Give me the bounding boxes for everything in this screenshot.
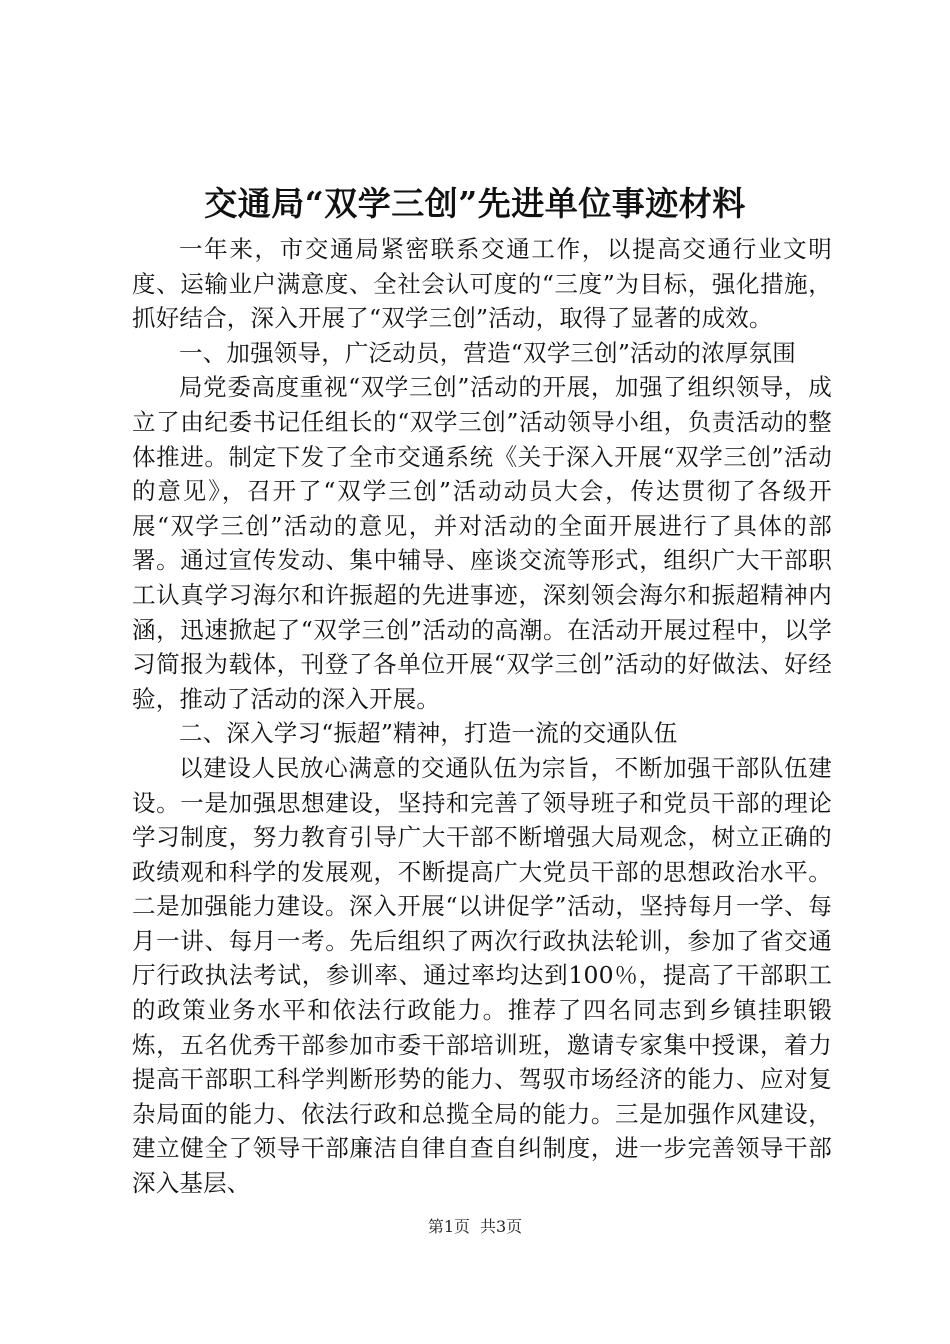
document-body: [132, 232, 832, 1201]
section-heading-1: 一、加强领导，广泛动员，营造“双学三创”活动的浓厚氛围: [179, 338, 796, 367]
page-footer: [0, 1216, 950, 1238]
section-1-paragraph: 局党委高度重视“双学三创”活动的开展，加强了组织领导，成立了由纪委书记任组长的“双学三创”活动领导小组，负责活动的整体推进。制定下发了全市交通系统《关于深入开展“双学三创”活动的意见》，召开了“双学三创”活动动员大会，传达贯彻了各级开展“双学三创”活动的意见，并对活动的全面开展进行了具体的部署。通过宣传发动、集中辅导、座谈交流等形式，组织广大干部职工认真学习海尔和许振超的先进事迹，深刻领会海尔和振超精神内涵，迅速掀起了“双学三创”活动的高潮。在活动开展过程中，以学习简报为载体，刊登了各单位开展“双学三创”活动的好做法、好经验，推动了活动的深入开展。: [132, 373, 832, 713]
section-heading-2: 二、深入学习“振超”精神，打造一流的交通队伍: [179, 719, 678, 748]
total-pages: 共3页: [480, 1217, 523, 1236]
page-number: 第1页: [427, 1217, 470, 1236]
document-title: 交通局“双学三创”先进单位事迹材料: [204, 184, 746, 223]
section-2-paragraph: 以建设人民放心满意的交通队伍为宗旨，不断加强干部队伍建设。一是加强思想建设，坚持和完善了领导班子和党员干部的理论学习制度，努力教育引导广大干部不断增强大局观念，树立正确的政绩观和科学的发展观，不断提高广大党员干部的思想政治水平。二是加强能力建设。深入开展“以讲促学”活动，坚持每月一学、每月一讲、每月一考。先后组织了两次行政执法轮训，参加了省交通厅行政执法考试，参训率、通过率均达到100％，提高了干部职工的政策业务水平和依法行政能力。推荐了四名同志到乡镇挂职锻炼，五名优秀干部参加市委干部培训班，邀请专家集中授课，着力提高干部职工科学判断形势的能力、驾驭市场经济的能力、应对复杂局面的能力、依法行政和总揽全局的能力。三是加强作风建设，建立健全了领导干部廉洁自律自查自纠制度，进一步完善领导干部深入基层、: [132, 753, 832, 1198]
intro-paragraph: 一年来，市交通局紧密联系交通工作，以提高交通行业文明度、运输业户满意度、全社会认可度的“三度”为目标，强化措施，抓好结合，深入开展了“双学三创”活动，取得了显著的成效。: [132, 235, 832, 333]
